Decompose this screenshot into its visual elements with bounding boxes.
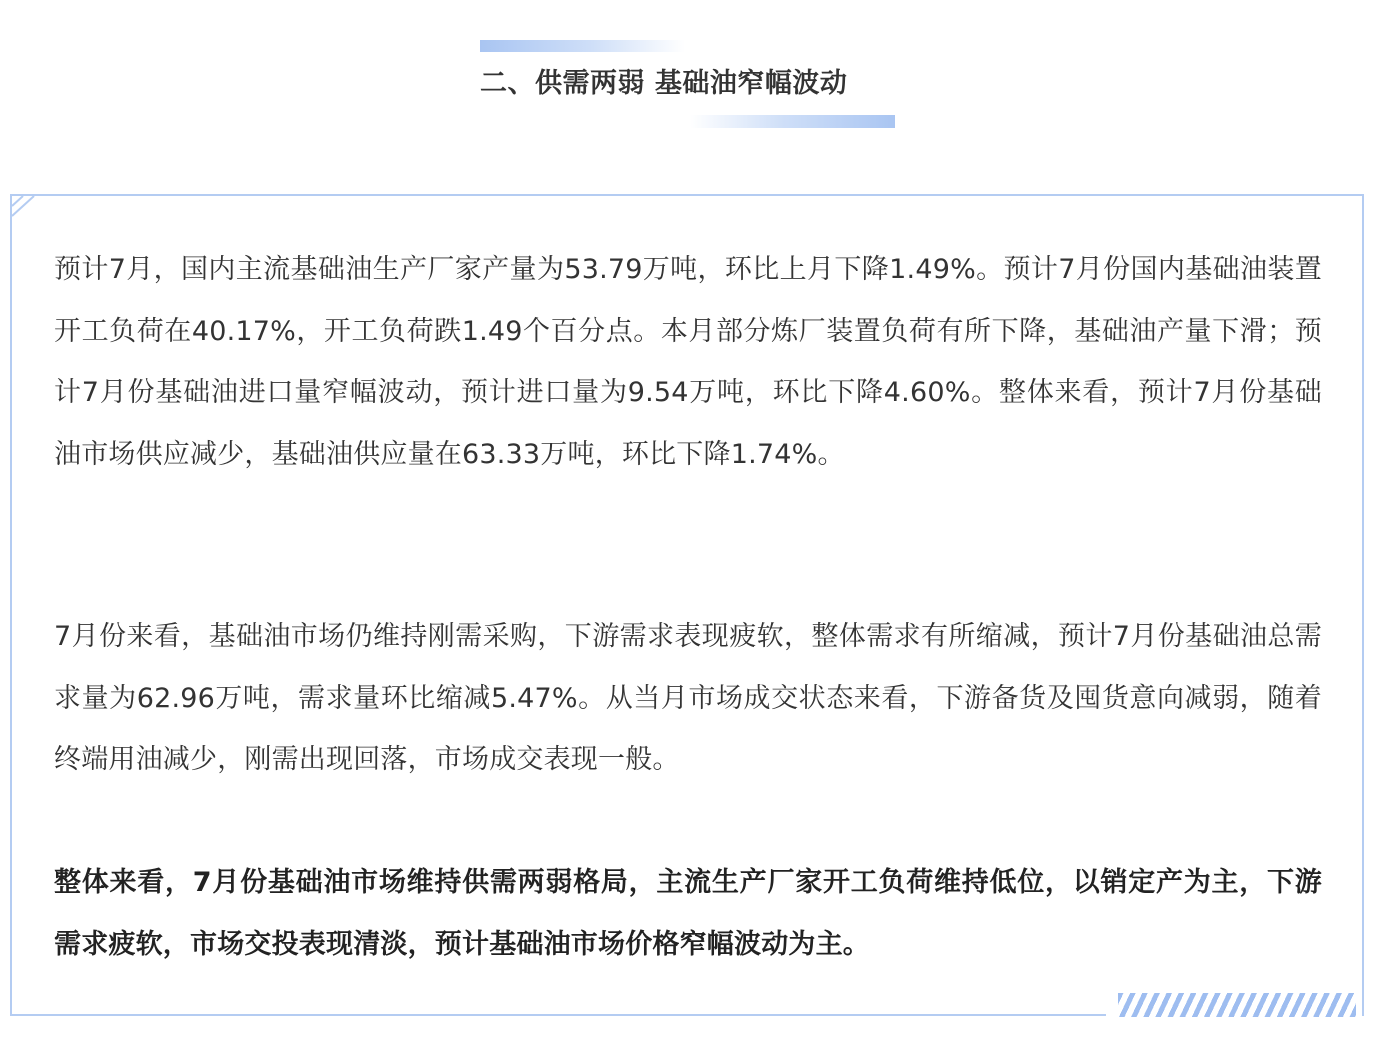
paragraph-summary: 整体来看，7月份基础油市场维持供需两弱格局，主流生产厂家开工负荷维持低位，以销定产为主，下游需求疲软，市场交投表现清淡，预计基础油市场价格窄幅波动为主。 xyxy=(54,867,1323,960)
heading-decor-bar-bottom xyxy=(690,115,895,128)
stripe-decor xyxy=(1118,993,1356,1017)
section-heading xyxy=(480,40,895,130)
heading-decor-bar-top xyxy=(480,40,685,52)
section-title: 二、供需两弱 基础油窄幅波动 xyxy=(480,68,848,99)
paragraph-supply: 预计7月，国内主流基础油生产厂家产量为53.79万吨，环比上月下降1.49%。预计7月份国内基础油装置开工负荷在40.17%，开工负荷跌1.49个百分点。本月部分炼厂装置负荷有所下降，基础油产量下滑；预计7月份基础油进口量窄幅波动，预计进口量为9.54万吨，环比下降4.60%。整体来看，预计7月份基础油市场供应减少，基础油供应量在63.33万吨，环比下降1.74%。 xyxy=(54,254,1322,471)
frame-bottom-border xyxy=(10,1014,1106,1016)
corner-decor-icon xyxy=(12,196,38,218)
paragraph-demand: 7月份来看，基础油市场仍维持刚需采购，下游需求表现疲软，整体需求有所缩减，预计7月份基础油总需求量为62.96万吨，需求量环比缩减5.47%。从当月市场成交状态来看，下游备货及囤货意向减弱，随着终端用油减少，刚需出现回落，市场成交表现一般。 xyxy=(54,621,1322,776)
